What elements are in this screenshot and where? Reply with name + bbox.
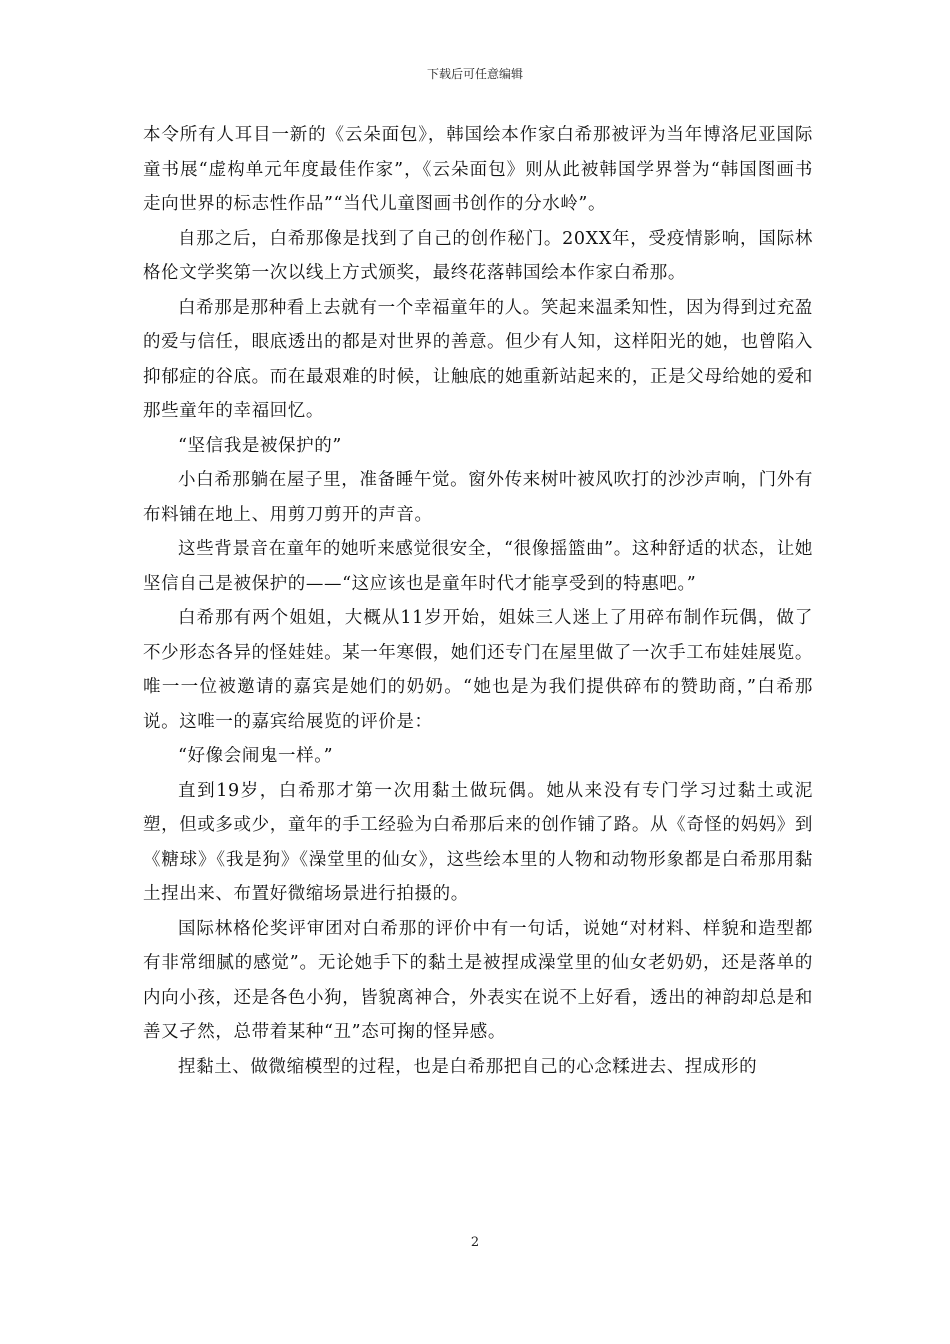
page-number: 2 bbox=[470, 1235, 480, 1250]
paragraph-9: 直到19岁，白希那才第一次用黏土做玩偶。她从来没有专门学习过黏土或泥塑，但或多或少，童年的手工经验为白希那后来的创作铺了路。从《奇怪的妈妈》到《糖球》《我是狗》《澡堂里的仙女》，这些绘本里的人物和动物形象都是白希那用黏土捏出来、布置好微缩场景进行拍摄的。 bbox=[143, 780, 813, 904]
section-heading-protected: “坚信我是被保护的” bbox=[178, 435, 342, 456]
quote-paragraph: “好像会闹鬼一样。” bbox=[178, 746, 334, 766]
paragraph-2: 自那之后，白希那像是找到了自己的创作秘门。20XX年，受疫情影响，国际林格伦文学奖第一次以线上方式颁奖，最终花落韩国绘本作家白希那。 bbox=[143, 228, 813, 283]
paragraph-11: 捏黏土、做微缩模型的过程，也是白希那把自己的心念糅进去、捏成形的 bbox=[178, 1056, 758, 1077]
page-header: 下载后可任意编辑 bbox=[426, 67, 523, 81]
paragraph-3: 白希那是那种看上去就有一个幸福童年的人。笑起来温柔知性，因为得到过充盈的爱与信任，眼底透出的都是对世界的善意。但少有人知，这样阳光的她，也曾陷入抑郁症的谷底。而在最艰难的时候，让触底的她重新站起来的，正是父母给她的爱和那些童年的幸福回忆。 bbox=[143, 297, 813, 421]
document-body bbox=[143, 118, 813, 1084]
paragraph-6: 这些背景音在童年的她听来感觉很安全，“很像摇篮曲”。这种舒适的状态，让她坚信自己是被保护的——“这应该也是童年时代才能享受到的特惠吧。” bbox=[143, 539, 813, 594]
paragraph-10: 国际林格伦奖评审团对白希那的评价中有一句话，说她“对材料、样貌和造型都有非常细腻的感觉”。无论她手下的黏土是被捏成澡堂里的仙女老奶奶，还是落单的内向小孩，还是各色小狗，皆貌离神合，外表实在说不上好看，透出的神韵却总是和善又孑然，总带着某种“丑”态可掬的怪异感。 bbox=[143, 918, 813, 1042]
paragraph-7: 白希那有两个姐姐，大概从11岁开始，姐妹三人迷上了用碎布制作玩偶，做了不少形态各异的怪娃娃。某一年寒假，她们还专门在屋里做了一次手工布娃娃展览。唯一一位被邀请的嘉宾是她们的奶奶。“她也是为我们提供碎布的赞助商，”白希那说。这唯一的嘉宾给展览的评价是： bbox=[143, 608, 813, 732]
paragraph-5: 小白希那躺在屋子里，准备睡午觉。窗外传来树叶被风吹打的沙沙声响，门外有布料铺在地上、用剪刀剪开的声音。 bbox=[143, 470, 813, 525]
paragraph-1: 本令所有人耳目一新的《云朵面包》，韩国绘本作家白希那被评为当年博洛尼亚国际童书展“虚构单元年度最佳作家”，《云朵面包》则从此被韩国学界誉为“韩国图画书走向世界的标志性作品”“当代儿童图画书创作的分水岭”。 bbox=[143, 125, 813, 214]
